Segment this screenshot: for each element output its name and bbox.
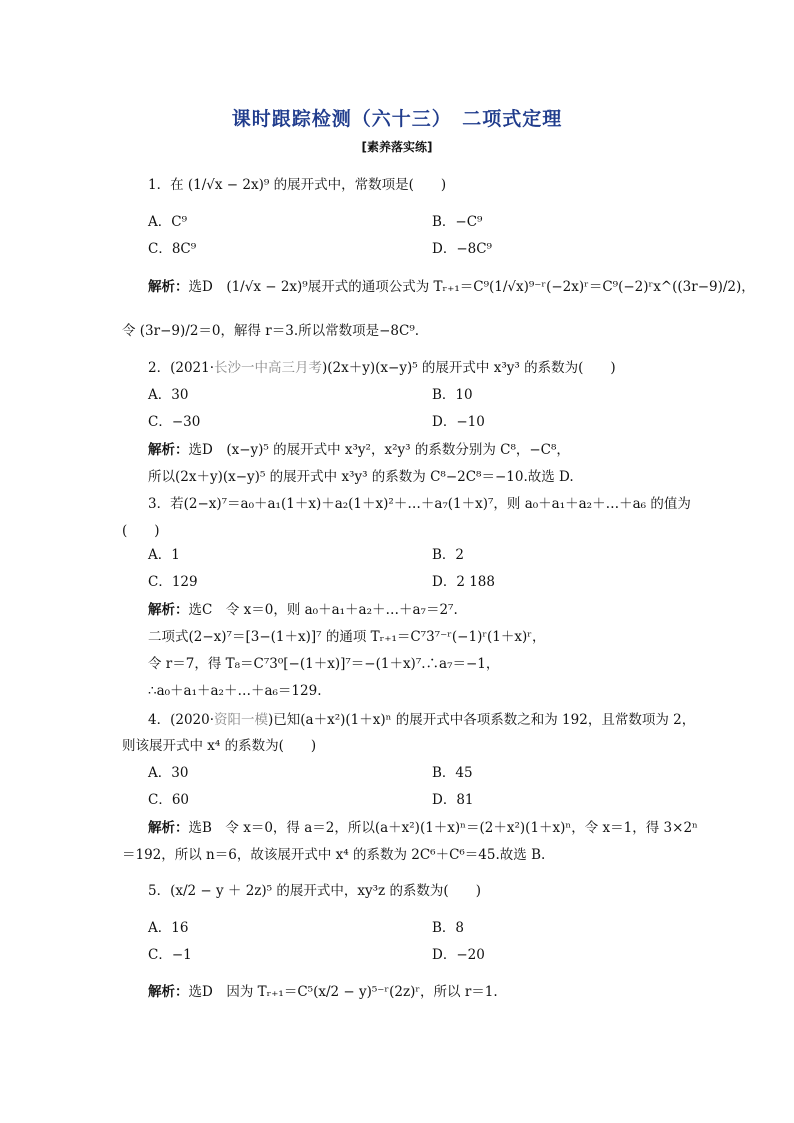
q3-option-a: A．1: [148, 547, 180, 563]
q4-analysis-label: 解析：: [148, 820, 189, 836]
question-4-stem-line-1: [148, 711, 695, 729]
q3-analysis-line-4: ∴a₀＋a₁＋a₂＋…＋a₆＝129.: [148, 683, 322, 699]
q3-option-d: D．2 188: [432, 574, 495, 590]
q5-option-c: C．−1: [148, 947, 192, 963]
q4-stem-source: 资阳一模: [214, 712, 269, 728]
q5-option-d: D．−20: [432, 947, 485, 963]
question-5-stem: 5．(x/2 − y ＋ 2z)⁵ 的展开式中，xy³z 的系数为( ): [148, 883, 481, 899]
q1-analysis-label: 解析：: [148, 279, 189, 295]
q5-option-a: A．16: [148, 920, 189, 936]
q4-option-a: A．30: [148, 765, 189, 781]
q4-option-c: C．60: [148, 792, 190, 808]
q2-stem-source: 长沙一中高三月考: [214, 360, 323, 376]
q2-analysis-line-2: 所以(2x＋y)(x−y)⁵ 的展开式中 x³y³ 的系数为 C⁸−2C⁸＝−10.故选 D.: [148, 469, 574, 485]
q4-stem-prefix: 4．(2020·: [148, 712, 215, 728]
q3-option-c: C．129: [148, 574, 198, 590]
q4-analysis-line-2: ＝192，所以 n＝6，故该展开式中 x⁴ 的系数为 2C⁶＋C⁶＝45.故选 B.: [122, 847, 546, 863]
q4-option-d: D．81: [432, 792, 474, 808]
q5-analysis-text-1: 选D 因为 Tᵣ₊₁＝C⁵(x/2 − y)⁵⁻ʳ(2z)ʳ，所以 r＝1.: [188, 984, 498, 1000]
question-3-stem-line-2: ( ): [122, 523, 160, 539]
q3-analysis-text-1: 选C 令 x＝0，则 a₀＋a₁＋a₂＋…＋a₇＝2⁷.: [188, 602, 458, 618]
q1-analysis-line-2: 令 (3r−9)/2＝0，解得 r＝3.所以常数项是−8C⁹.: [122, 323, 420, 339]
q1-option-d: D．−8C⁹: [432, 241, 492, 257]
q4-option-b: B．45: [432, 765, 473, 781]
q5-option-b: B．8: [432, 920, 465, 936]
q2-option-b: B．10: [432, 387, 473, 403]
q4-analysis-line-1: [148, 819, 698, 837]
q2-analysis-label: 解析：: [148, 442, 189, 458]
q2-analysis-text-1: 选D (x−y)⁵ 的展开式中 x³y²，x²y³ 的系数分别为 C⁸，−C⁸，: [188, 442, 570, 458]
question-2-stem: [148, 359, 616, 377]
question-4-stem-line-2: 则该展开式中 x⁴ 的系数为( ): [122, 738, 317, 754]
q1-option-c: C．8C⁹: [148, 241, 197, 257]
question-3-stem-line-1: 3．若(2−x)⁷＝a₀＋a₁(1＋x)＋a₂(1＋x)²＋…＋a₇(1＋x)⁷，则 a₀＋a₁＋a₂＋…＋a₆ 的值为: [148, 496, 691, 512]
q3-analysis-line-3: 令 r＝7，得 T₈＝C⁷3⁰[−(1＋x)]⁷＝−(1＋x)⁷.∴a₇＝−1，: [148, 656, 500, 672]
question-1-stem: 1．在 (1/√x − 2x)⁹ 的展开式中，常数项是( ): [148, 177, 447, 193]
q1-option-b: B．−C⁹: [432, 214, 483, 230]
q1-analysis-line-1: [148, 278, 755, 296]
q2-stem-rest: )(2x＋y)(x−y)⁵ 的展开式中 x³y³ 的系数为( ): [322, 360, 616, 376]
q2-analysis-line-1: [148, 441, 570, 459]
q3-option-b: B．2: [432, 547, 465, 563]
section-subtitle: [素养落实练]: [361, 140, 433, 154]
q3-analysis-label: 解析：: [148, 602, 189, 618]
q2-option-a: A．30: [148, 387, 189, 403]
q5-analysis-line-1: [148, 983, 498, 1001]
q1-analysis-text-1: 选D (1/√x − 2x)⁹展开式的通项公式为 Tᵣ₊₁＝C⁹(1/√x)⁹⁻ʳ(−2x)ʳ＝C⁹(−2)ʳx^((3r−9)/2)，: [188, 279, 755, 295]
q4-analysis-text-1: 选B 令 x＝0，得 a＝2，所以(a＋x²)(1＋x)ⁿ＝(2＋x²)(1＋x)ⁿ，令 x＝1，得 3×2ⁿ: [188, 820, 698, 836]
q2-option-d: D．−10: [432, 414, 485, 430]
q2-stem-prefix: 2．(2021·: [148, 360, 215, 376]
q2-option-c: C．−30: [148, 414, 201, 430]
q3-analysis-line-1: [148, 601, 458, 619]
q3-analysis-line-2: 二项式(2−x)⁷＝[3−(1＋x)]⁷ 的通项 Tᵣ₊₁＝C⁷3⁷⁻ʳ(−1)ʳ(1＋x)ʳ，: [148, 629, 546, 645]
q5-analysis-label: 解析：: [148, 984, 189, 1000]
q1-option-a: A．C⁹: [148, 214, 187, 230]
page-title: 课时跟踪检测（六十三） 二项式定理: [231, 108, 563, 130]
q4-stem-rest: )已知(a＋x²)(1＋x)ⁿ 的展开式中各项系数之和为 192，且常数项为 2，: [268, 712, 696, 728]
